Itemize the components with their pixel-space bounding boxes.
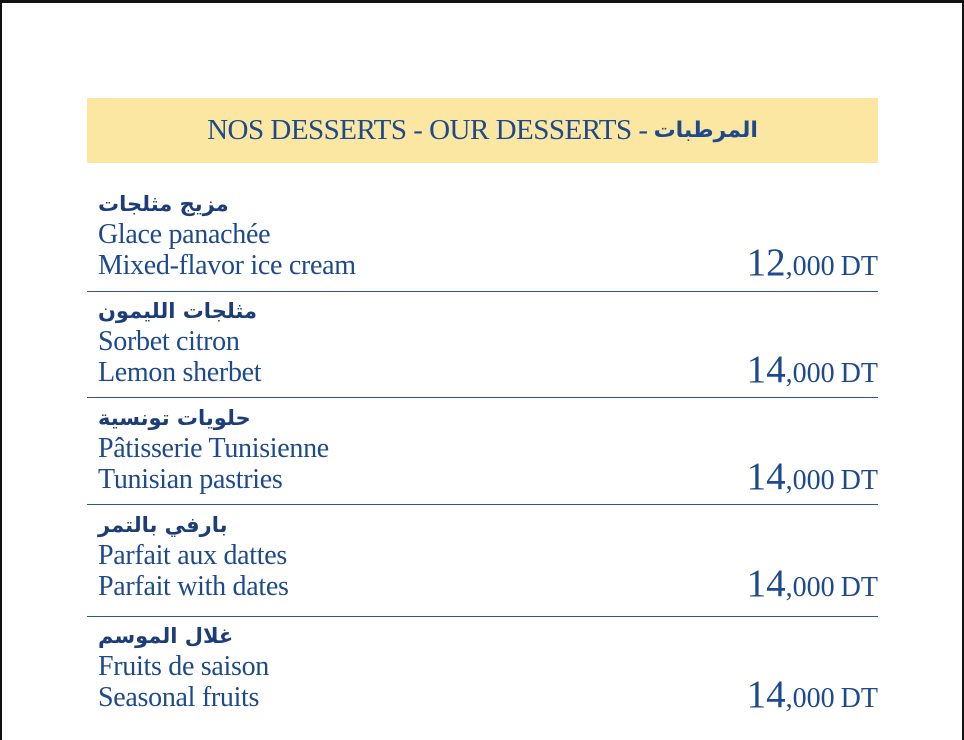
item-name-arabic: مزيج مثلجات — [98, 192, 229, 216]
item-price — [747, 454, 878, 499]
price-integer: 12 — [746, 241, 786, 284]
price-decimal: ,000 — [785, 572, 835, 603]
item-name-french: Pâtisserie Tunisienne — [98, 433, 329, 464]
price-decimal: ,000 — [785, 465, 835, 496]
section-title — [87, 114, 878, 147]
section-title-latin: NOS DESSERTS - OUR DESSERTS - — [207, 114, 648, 146]
item-divider — [87, 397, 878, 398]
price-decimal: ,000 — [785, 251, 835, 282]
item-divider — [87, 291, 878, 292]
price-integer: 14 — [746, 455, 786, 498]
item-price — [747, 347, 878, 392]
item-name-english: Tunisian pastries — [98, 464, 283, 495]
item-divider — [87, 504, 878, 505]
menu-item — [98, 299, 878, 406]
price-currency: DT — [840, 358, 878, 389]
item-name-french: Sorbet citron — [98, 326, 240, 357]
price-integer: 14 — [746, 673, 786, 716]
price-currency: DT — [840, 683, 878, 714]
price-decimal: ,000 — [785, 358, 835, 389]
item-divider — [87, 616, 878, 617]
menu-item — [98, 624, 878, 731]
item-name-arabic: مثلجات الليمون — [98, 299, 257, 323]
item-name-arabic: بارفي بالتمر — [98, 513, 228, 537]
menu-item — [98, 192, 878, 299]
item-price — [747, 561, 878, 606]
price-integer: 14 — [746, 348, 786, 391]
item-name-english: Mixed-flavor ice cream — [98, 250, 356, 281]
item-name-arabic: غلال الموسم — [98, 624, 234, 648]
item-name-english: Seasonal fruits — [98, 682, 260, 713]
item-name-french: Fruits de saison — [98, 651, 269, 682]
item-name-french: Parfait aux dattes — [98, 540, 287, 571]
price-currency: DT — [840, 251, 878, 282]
item-name-english: Parfait with dates — [98, 571, 289, 602]
item-name-french: Glace panachée — [98, 219, 271, 250]
item-price — [747, 240, 878, 285]
item-name-arabic: حلويات تونسية — [98, 406, 251, 430]
price-decimal: ,000 — [785, 683, 835, 714]
price-integer: 14 — [746, 562, 786, 605]
menu-item — [98, 513, 878, 620]
section-title-arabic: المرطبات — [653, 118, 758, 143]
menu-item — [98, 406, 878, 513]
item-price — [747, 672, 878, 717]
section-header-banner — [87, 98, 878, 163]
price-currency: DT — [840, 465, 878, 496]
price-currency: DT — [840, 572, 878, 603]
item-name-english: Lemon sherbet — [98, 357, 262, 388]
